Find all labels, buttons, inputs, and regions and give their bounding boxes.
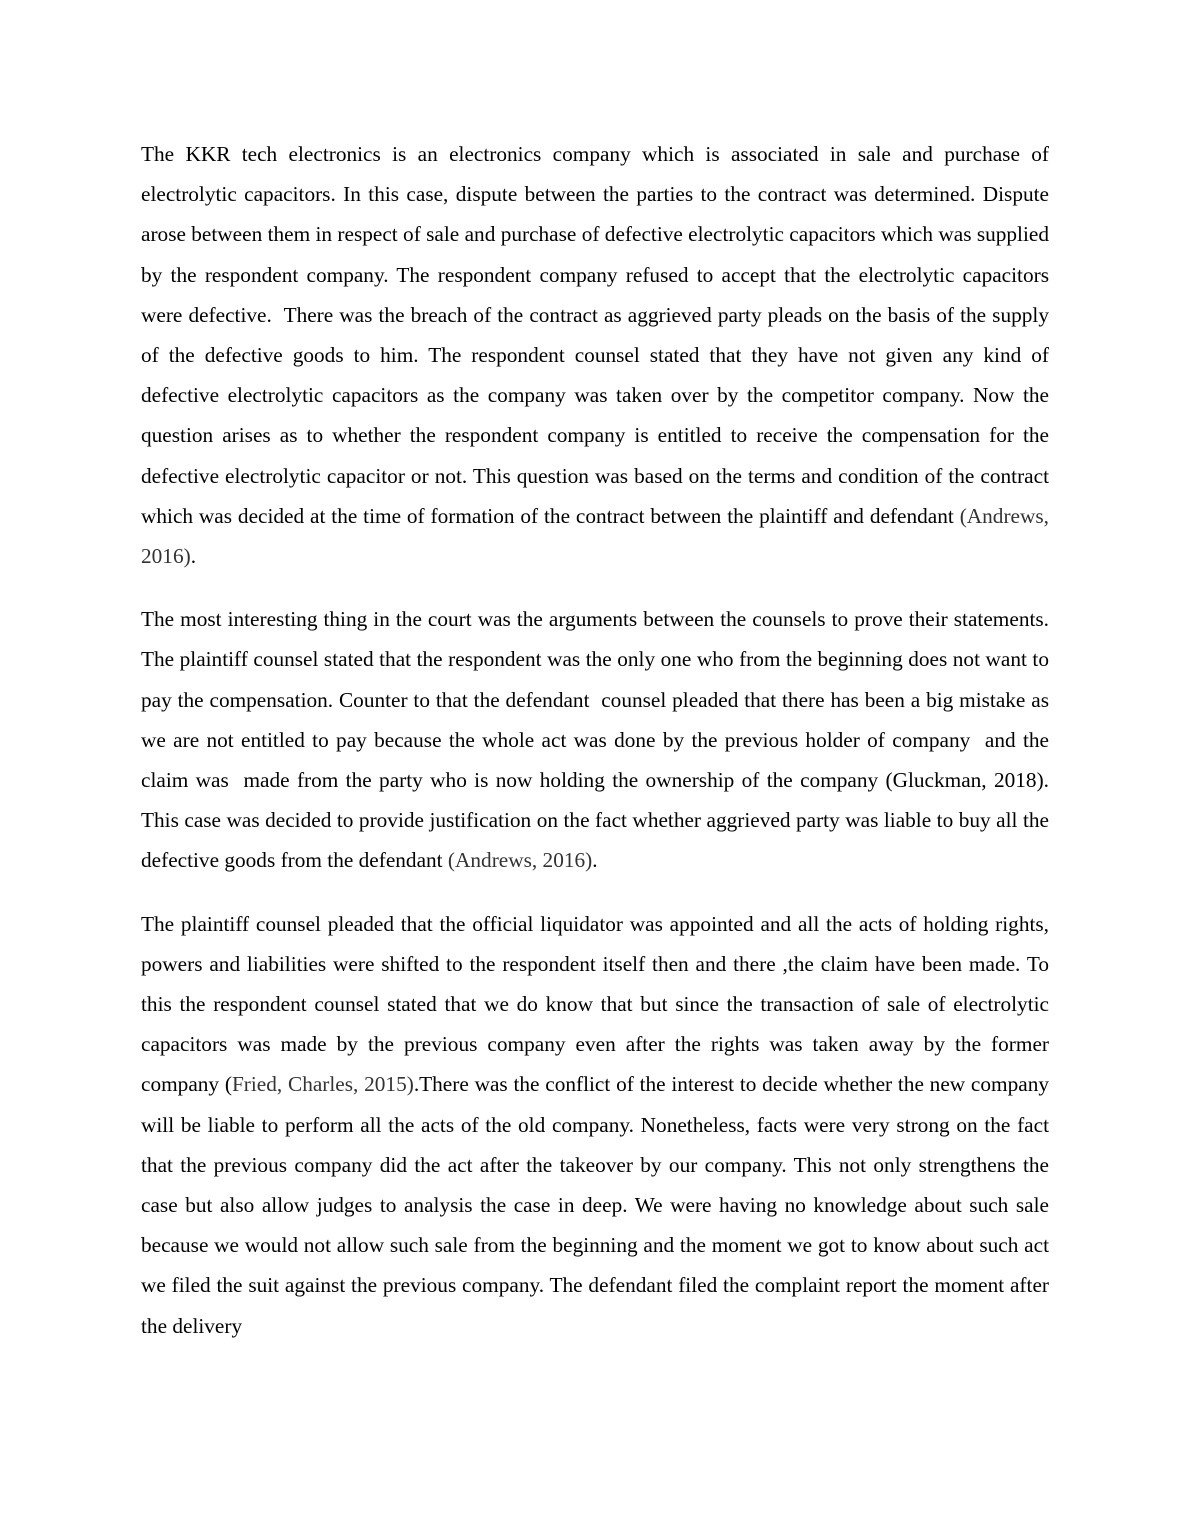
paragraph-2-end: . bbox=[592, 848, 598, 873]
paragraph-3-text: The plaintiff counsel pleaded that the official liquidator was appointed and all the acts of holding rights, powers and liabilities were shifted to the respondent itself then and there ,the claim have been made. To this the respondent counsel stated that we do know that but since the transaction of sale of electrolytic capacitors was made by the previous company even after the rights was taken away by the former company ( bbox=[141, 911, 1049, 1097]
paragraph-3 bbox=[141, 904, 1049, 1346]
paragraph-2-text: The most interesting thing in the court was the arguments between the counsels to prove their statements. The plaintiff counsel stated that the respondent was the only one who from the beginning does not want to pay the compensation. Counter to that the defendant counsel pleaded that there has been a big mistake as we are not entitled to pay because the whole act was done by the previous holder of company and the claim was made from the party who is now holding the ownership of the company (Gluckman, 2018). This case was decided to provide justification on the fact whether aggrieved party was liable to buy all the defective goods from the defendant bbox=[141, 607, 1049, 873]
paragraph-1-text: The KKR tech electronics is an electronics company which is associated in sale and purchase of electrolytic capacitors. In this case, dispute between the parties to the contract was determined. Dispute arose between them in respect of sale and purchase of defective electrolytic capacitors which was supplied by the respondent company. The respondent company refused to accept that the electrolytic capacitors were defective. There was the breach of the contract as aggrieved party pleads on the basis of the supply of the defective goods to him. The respondent counsel stated that they have not given any kind of defective electrolytic capacitors as the company was taken over by the competitor company. Now the question arises as to whether the respondent company is entitled to receive the compensation for the defective electrolytic capacitor or not. This question was based on the terms and condition of the contract which was decided at the time of formation of the contract between the plaintiff and defendant bbox=[141, 142, 1049, 528]
paragraph-3-end: .There was the conflict of the interest to decide whether the new company will be liable to perform all the acts of the old company. Nonetheless, facts were very strong on the fact that the previous company did the act after the takeover by our company. This not only strengthens the case but also allow judges to analysis the case in deep. We were having no knowledge about such sale because we would not allow such sale from the beginning and the moment we got to know about such act we filed the suit against the previous company. The defendant filed the complaint report the moment after the delivery bbox=[141, 1072, 1049, 1338]
paragraph-2 bbox=[141, 599, 1049, 880]
citation-fried-charles-2015: Fried, Charles, 2015) bbox=[231, 1072, 414, 1097]
document-body bbox=[141, 134, 1049, 1369]
citation-andrews-2016: (Andrews, 2016) bbox=[447, 848, 593, 873]
paragraph-1 bbox=[141, 134, 1049, 576]
paragraph-1-end: . bbox=[190, 544, 197, 569]
citation-andrews-2016: (Andrews, 2016) bbox=[141, 503, 1049, 569]
